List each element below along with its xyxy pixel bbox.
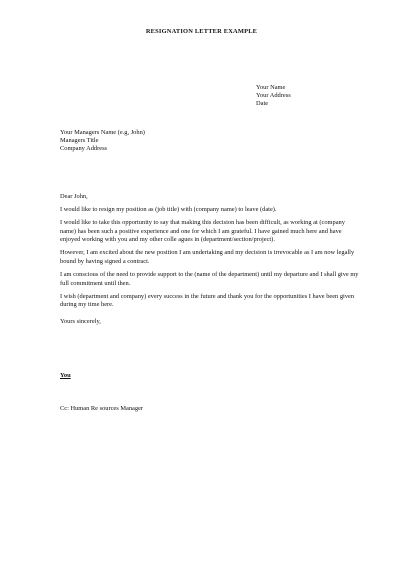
paragraph-1: I would like to resign my position as (job title) with (company name) to leave (date). <box>60 206 277 214</box>
letter-body <box>60 193 360 331</box>
cc-line: Cc: Human Re sources Manager <box>60 405 144 412</box>
sender-name: Your Name <box>256 84 286 91</box>
paragraph-4: I am conscious of the need to provide support to the (name of the department) until my departure and I shall give my full commitment until then. <box>60 271 359 287</box>
salutation: Dear John, <box>60 193 88 200</box>
recipient-title: Managers Title <box>60 137 99 145</box>
sender-address: Your Address <box>256 92 291 100</box>
recipient-block <box>60 129 145 154</box>
paragraph-3: However, I am excited about the new position I am undertaking and my decision is irrevocable as I am now legally bound by having signed a contract. <box>60 249 355 266</box>
signature: You <box>60 372 71 379</box>
recipient-company-address: Company Address <box>60 145 108 153</box>
document-title: RESIGNATION LETTER EXAMPLE <box>145 28 258 35</box>
paragraph-2: I would like to take this opportunity to say that making this decision has been difficult, as working at (company name) has been such a positive experience and one for which I am grateful. I have gained much here and have enjoyed working with you and my other colle agues in (department/section/project). <box>60 219 345 244</box>
paragraph-5: I wish (department and company) every success in the future and thank you for the opportunities I have been given during my time here. <box>60 292 355 309</box>
sender-block <box>256 84 291 109</box>
recipient-name: Your Managers Name (e.g, John) <box>60 129 145 136</box>
sender-date: Date <box>256 100 269 108</box>
closing: Yours sincerely, <box>60 318 101 326</box>
